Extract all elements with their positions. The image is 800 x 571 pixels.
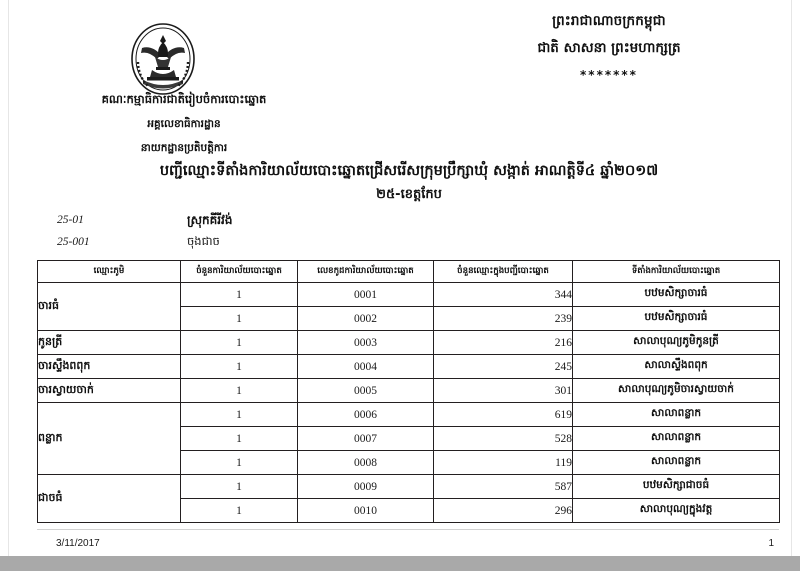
cell-station-code: 0004: [298, 355, 434, 379]
cell-station-code: 0010: [298, 499, 434, 523]
column-header-code: លេខកូដការិយាល័យបោះឆ្នោត: [298, 261, 434, 283]
polling-station-table: [37, 260, 780, 523]
district-name: ស្រុកគីរីវង់: [187, 213, 233, 227]
table-row: [38, 283, 780, 307]
cell-station-code: 0002: [298, 307, 434, 331]
cell-voter-count: 216: [434, 331, 573, 355]
table-header-row: [38, 261, 780, 283]
authority-secretariat: អគ្គលេខាធិការដ្ឋាន: [147, 118, 221, 130]
column-header-offices: ចំនួនការិយាល័យបោះឆ្នោត: [181, 261, 298, 283]
cell-office-count: 1: [181, 355, 298, 379]
footer-divider: [37, 529, 779, 530]
cell-station-location: សាលាស្ទឹងពពុក: [573, 355, 780, 379]
authority-name: គណៈកម្មាធិការជាតិរៀបចំការបោះឆ្នោត: [101, 92, 267, 106]
kingdom-title: ព្រះរាជាណាចក្រកម្ពុជា: [552, 13, 666, 29]
cell-station-code: 0003: [298, 331, 434, 355]
column-header-village: ឈ្មោះភូមិ: [38, 261, 181, 283]
national-header: [439, 12, 779, 82]
cell-village-name: កូនត្រី: [38, 331, 181, 355]
cell-voter-count: 619: [434, 403, 573, 427]
page-title: បញ្ជីឈ្មោះទីតាំងការិយាល័យបោះឆ្នោតជ្រើសរើសក្រុមប្រឹក្សាឃុំ សង្កាត់ អាណត្តិទី៤ ឆ្នាំ២០១៧: [159, 163, 659, 179]
cell-station-location: សាលាបុណ្យភូមិកូនត្រី: [573, 331, 780, 355]
page-sheet: [8, 0, 792, 556]
cell-station-location: សាលាបុណ្យក្នុងវត្ត: [573, 499, 780, 523]
cell-office-count: 1: [181, 331, 298, 355]
cell-station-location: បឋមសិក្សាចារធំ: [573, 283, 780, 307]
cell-voter-count: 239: [434, 307, 573, 331]
page-subtitle: ២៥-ខេត្តកែប: [376, 187, 442, 202]
column-header-voters: ចំនួនឈ្មោះក្នុងបញ្ជីបោះឆ្នោត: [434, 261, 573, 283]
cell-village-name: ចារធំ: [38, 283, 181, 331]
column-header-location: ទីតាំងការិយាល័យបោះឆ្នោត: [573, 261, 780, 283]
cell-office-count: 1: [181, 475, 298, 499]
cell-station-location: សាលាពន្លាក: [573, 451, 780, 475]
cell-office-count: 1: [181, 427, 298, 451]
viewer-bottom-band: [0, 556, 800, 571]
national-motto: ជាតិ សាសនា ព្រះមហាក្សត្រ: [537, 40, 681, 56]
cell-village-name: ពន្លាក: [38, 403, 181, 475]
table-row: [38, 331, 780, 355]
cell-station-code: 0006: [298, 403, 434, 427]
commune-name: ចុងជាច: [187, 234, 220, 248]
cell-voter-count: 587: [434, 475, 573, 499]
cell-voter-count: 296: [434, 499, 573, 523]
star-separator: *******: [580, 68, 638, 82]
cell-station-location: សាលាពន្លាក: [573, 427, 780, 451]
table-row: [38, 475, 780, 499]
commune-row: [57, 236, 457, 254]
table-row: [38, 355, 780, 379]
cell-station-code: 0001: [298, 283, 434, 307]
cell-voter-count: 528: [434, 427, 573, 451]
cell-station-code: 0009: [298, 475, 434, 499]
cell-office-count: 1: [181, 403, 298, 427]
cell-office-count: 1: [181, 499, 298, 523]
cell-village-name: ជាចធំ: [38, 475, 181, 523]
cell-voter-count: 245: [434, 355, 573, 379]
cell-station-code: 0005: [298, 379, 434, 403]
cell-voter-count: 344: [434, 283, 573, 307]
cell-station-location: សាលាបុណ្យភូមិចារស្វាយចាក់: [573, 379, 780, 403]
cell-voter-count: 119: [434, 451, 573, 475]
cell-station-location: បឋមសិក្សាជាចធំ: [573, 475, 780, 499]
cell-station-location: សាលាពន្លាក: [573, 403, 780, 427]
cell-office-count: 1: [181, 307, 298, 331]
cell-office-count: 1: [181, 451, 298, 475]
cell-office-count: 1: [181, 379, 298, 403]
cell-village-name: ចារស្ទឹងពពុក: [38, 355, 181, 379]
district-row: [57, 214, 457, 232]
cell-station-location: បឋមសិក្សាចារធំ: [573, 307, 780, 331]
cell-station-code: 0007: [298, 427, 434, 451]
national-election-committee-seal-icon: [130, 22, 196, 96]
issuing-authority: [39, 92, 329, 157]
cell-voter-count: 301: [434, 379, 573, 403]
cell-village-name: ចារស្វាយចាក់: [38, 379, 181, 403]
table-body: [38, 283, 780, 523]
cell-office-count: 1: [181, 283, 298, 307]
footer-page-number: 1: [768, 538, 774, 549]
footer-date: 3/11/2017: [56, 538, 100, 549]
commune-code: 25-001: [57, 236, 90, 248]
district-code: 25-01: [57, 214, 84, 226]
table-row: [38, 403, 780, 427]
table-row: [38, 379, 780, 403]
cell-station-code: 0008: [298, 451, 434, 475]
authority-department: នាយកដ្ឋានប្រតិបត្តិការ: [140, 142, 228, 154]
